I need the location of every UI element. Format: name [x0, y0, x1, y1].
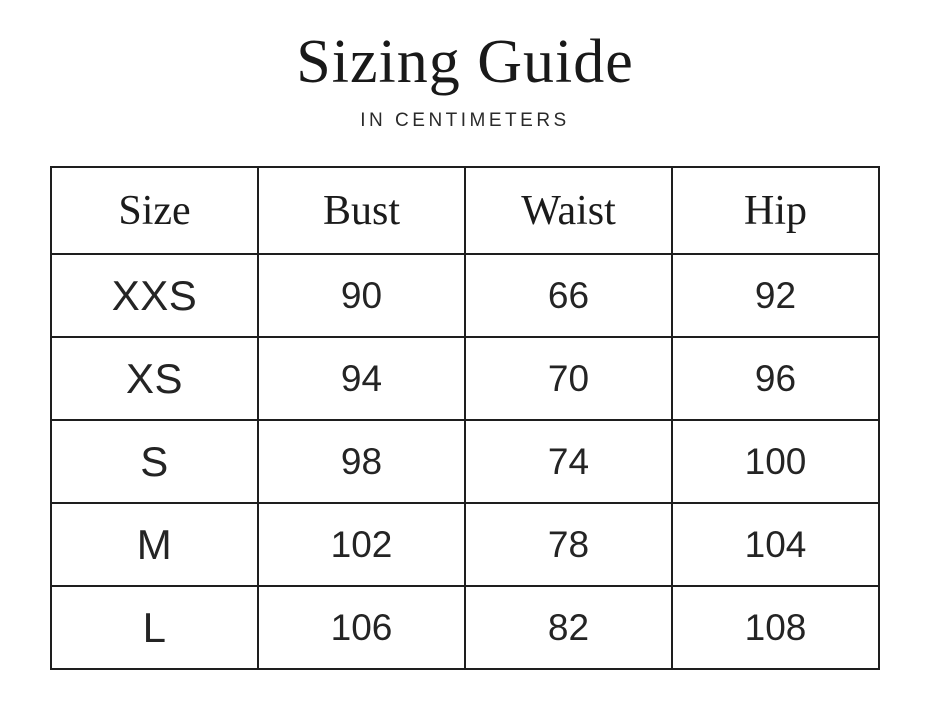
- bust-value-cell: 98: [258, 420, 465, 503]
- table-row: [51, 586, 879, 669]
- column-header-size: Size: [51, 167, 258, 254]
- waist-value-cell: 74: [465, 420, 672, 503]
- column-header-hip: Hip: [672, 167, 879, 254]
- page-title: Sizing Guide: [296, 28, 634, 96]
- page-header: [0, 28, 930, 132]
- table-row: [51, 337, 879, 420]
- table-row: [51, 420, 879, 503]
- hip-value-cell: 100: [672, 420, 879, 503]
- column-header-bust: Bust: [258, 167, 465, 254]
- size-label-cell: L: [51, 586, 258, 669]
- waist-value-cell: 78: [465, 503, 672, 586]
- bust-value-cell: 102: [258, 503, 465, 586]
- waist-value-cell: 66: [465, 254, 672, 337]
- hip-value-cell: 104: [672, 503, 879, 586]
- bust-value-cell: 94: [258, 337, 465, 420]
- column-header-waist: Waist: [465, 167, 672, 254]
- size-label-cell: XS: [51, 337, 258, 420]
- table-row: [51, 254, 879, 337]
- bust-value-cell: 90: [258, 254, 465, 337]
- header-row: [51, 167, 879, 254]
- size-label-cell: S: [51, 420, 258, 503]
- size-label-cell: M: [51, 503, 258, 586]
- table-body: [51, 254, 879, 669]
- waist-value-cell: 82: [465, 586, 672, 669]
- hip-value-cell: 96: [672, 337, 879, 420]
- page-subtitle: IN CENTIMETERS: [360, 110, 570, 132]
- hip-value-cell: 108: [672, 586, 879, 669]
- sizing-table: [50, 166, 880, 670]
- size-label-cell: XXS: [51, 254, 258, 337]
- hip-value-cell: 92: [672, 254, 879, 337]
- waist-value-cell: 70: [465, 337, 672, 420]
- bust-value-cell: 106: [258, 586, 465, 669]
- table-row: [51, 503, 879, 586]
- table-header: [51, 167, 879, 254]
